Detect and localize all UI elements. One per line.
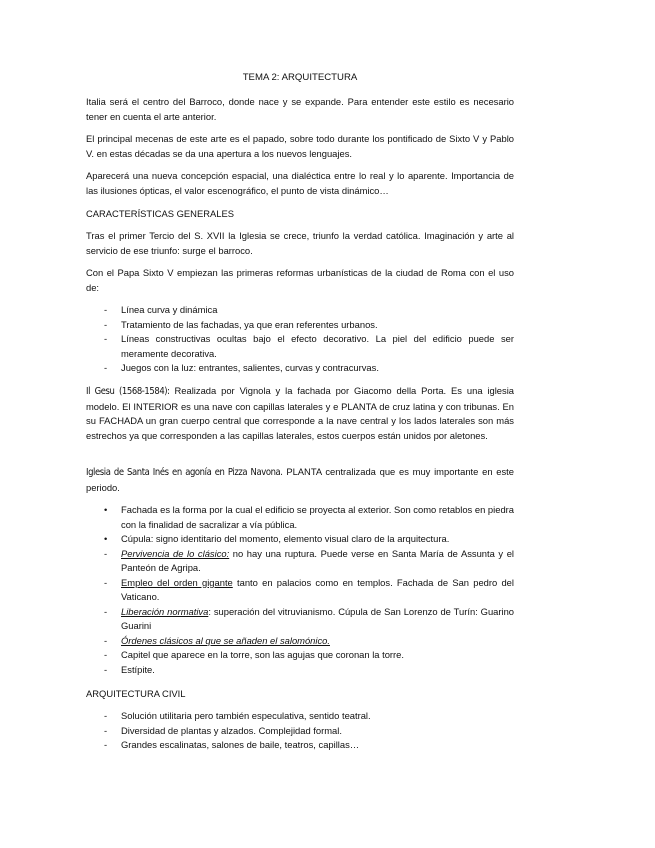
urban-reform-list bbox=[86, 303, 514, 376]
list-item bbox=[86, 547, 514, 576]
list-item: - Diversidad de plantas y alzados. Complejidad formal. bbox=[86, 724, 514, 739]
bullet-icon: • bbox=[104, 533, 108, 544]
dash-marker: - bbox=[104, 634, 108, 646]
dash-marker: - bbox=[104, 547, 108, 559]
gesu-paragraph bbox=[86, 384, 514, 443]
list-item-text: Fachada es la forma por la cual el edificio se proyecta al exterior. Son como retablos en piedra con la finalidad de sacralizar a vía pública. bbox=[121, 504, 514, 530]
ines-text: PLANTA centralizada que es muy importante en este periodo. bbox=[86, 466, 515, 493]
list-item bbox=[86, 648, 514, 663]
paragraph-text bbox=[86, 384, 514, 443]
intro-paragraph-3 bbox=[86, 169, 514, 198]
general-paragraph-2 bbox=[86, 266, 514, 295]
paragraph-text: Con el Papa Sixto V empiezan las primeras reformas urbanísticas de la ciudad de Roma con el uso de: bbox=[86, 267, 514, 293]
list-item-text: no hay una ruptura. Puede verse en Santa María de Assunta y el Panteón de Agripa. bbox=[121, 547, 514, 573]
gesu-text: Realizada por Vignola y la fachada por Giacomo della Porta. Es una iglesia modelo. El INTERIOR es una nave con capillas laterales y e PLANTA de cruz latina y con tribunas. En su FACHADA un gran cuerpo central que corresponde a la nave central y los lados laterales son más estrechos ya que corresponden a las capillas laterales, estos cuerpos están unidos por aletones. bbox=[86, 385, 514, 441]
list-item bbox=[86, 634, 514, 649]
features-list bbox=[86, 503, 514, 677]
list-item bbox=[86, 532, 514, 547]
intro-paragraph-1 bbox=[86, 95, 514, 124]
list-item: - Tratamiento de las fachadas, ya que eran referentes urbanos. bbox=[86, 318, 514, 333]
list-item bbox=[86, 663, 514, 678]
list-item-text: Capitel que aparece en la torre, son las agujas que coronan la torre. bbox=[121, 649, 404, 660]
civil-architecture-list bbox=[86, 709, 514, 753]
general-paragraph-1 bbox=[86, 229, 514, 258]
gesu-title: Il Gesu (1568-1584): bbox=[86, 386, 170, 397]
list-item bbox=[86, 576, 514, 605]
list-item: - Juegos con la luz: entrantes, salientes, curvas y contracurvas. bbox=[86, 361, 514, 376]
section-heading-general: CARACTERÍSTICAS GENERALES bbox=[86, 208, 234, 219]
list-item: - Solución utilitaria pero también especulativa, sentido teatral. bbox=[86, 709, 514, 724]
list-item: - Grandes escalinatas, salones de baile, teatros, capillas… bbox=[86, 738, 514, 753]
list-item bbox=[86, 503, 514, 532]
list-item-text: Liberación normativa bbox=[121, 605, 209, 617]
paragraph-text: Aparecerá una nueva concepción espacial, una dialéctica entre lo real y lo aparente. Importancia de las ilusiones ópticas, el valor escenográfico, el punto de vista dinámico… bbox=[86, 170, 514, 196]
paragraph-text bbox=[86, 465, 514, 495]
list-item bbox=[86, 605, 514, 634]
dash-marker: - bbox=[104, 605, 108, 617]
list-item-text: tanto en palacios como en templos. Fachada de San pedro del Vaticano. bbox=[121, 576, 514, 602]
dash-marker: - bbox=[104, 649, 108, 660]
bullet-icon: • bbox=[104, 504, 108, 515]
dash-marker: - bbox=[104, 576, 108, 588]
list-item-text: Estípite. bbox=[121, 663, 155, 675]
ines-title: Iglesia de Santa Inés en agonía en Pizza Navona. bbox=[86, 467, 283, 478]
page-title: TEMA 2: ARQUITECTURA bbox=[242, 72, 358, 83]
intro-paragraph-2 bbox=[86, 132, 514, 161]
list-item-text: : superación del vitruvianismo. Cúpula de San Lorenzo de Turín: Guarino Guarini bbox=[121, 605, 515, 631]
paragraph-text: El principal mecenas de este arte es el papado, sobre todo durante los pontificado de Sixto V y Pablo V. en estas décadas se da una apertura a los nuevos lenguajes. bbox=[86, 133, 514, 159]
paragraph-text: Tras el primer Tercio del S. XVII la Iglesia se crece, triunfo la verdad católica. Imaginación y arte al servicio de ese triunfo: surge el barroco. bbox=[86, 230, 514, 256]
paragraph-text: Italia será el centro del Barroco, donde nace y se expande. Para entender este estilo es necesario tener en cuenta el arte anterior. bbox=[86, 96, 514, 122]
ines-paragraph bbox=[86, 465, 514, 495]
section-heading-civil: ARQUITECTURA CIVIL bbox=[86, 688, 186, 699]
list-item-text: Pervivencia de lo clásico: bbox=[121, 547, 230, 559]
dash-marker: - bbox=[104, 663, 108, 675]
list-item: - Línea curva y dinámica bbox=[86, 303, 514, 318]
list-item: - Líneas constructivas ocultas bajo el efecto decorativo. La piel del edificio puede ser meramente decorativa. bbox=[86, 332, 514, 361]
list-item-text: Órdenes clásicos al que se añaden el salomónico. bbox=[121, 634, 330, 646]
list-item-text: Empleo del orden gigante bbox=[121, 576, 233, 588]
list-item-text: Cúpula: signo identitario del momento, elemento visual claro de la arquitectura. bbox=[121, 533, 450, 544]
